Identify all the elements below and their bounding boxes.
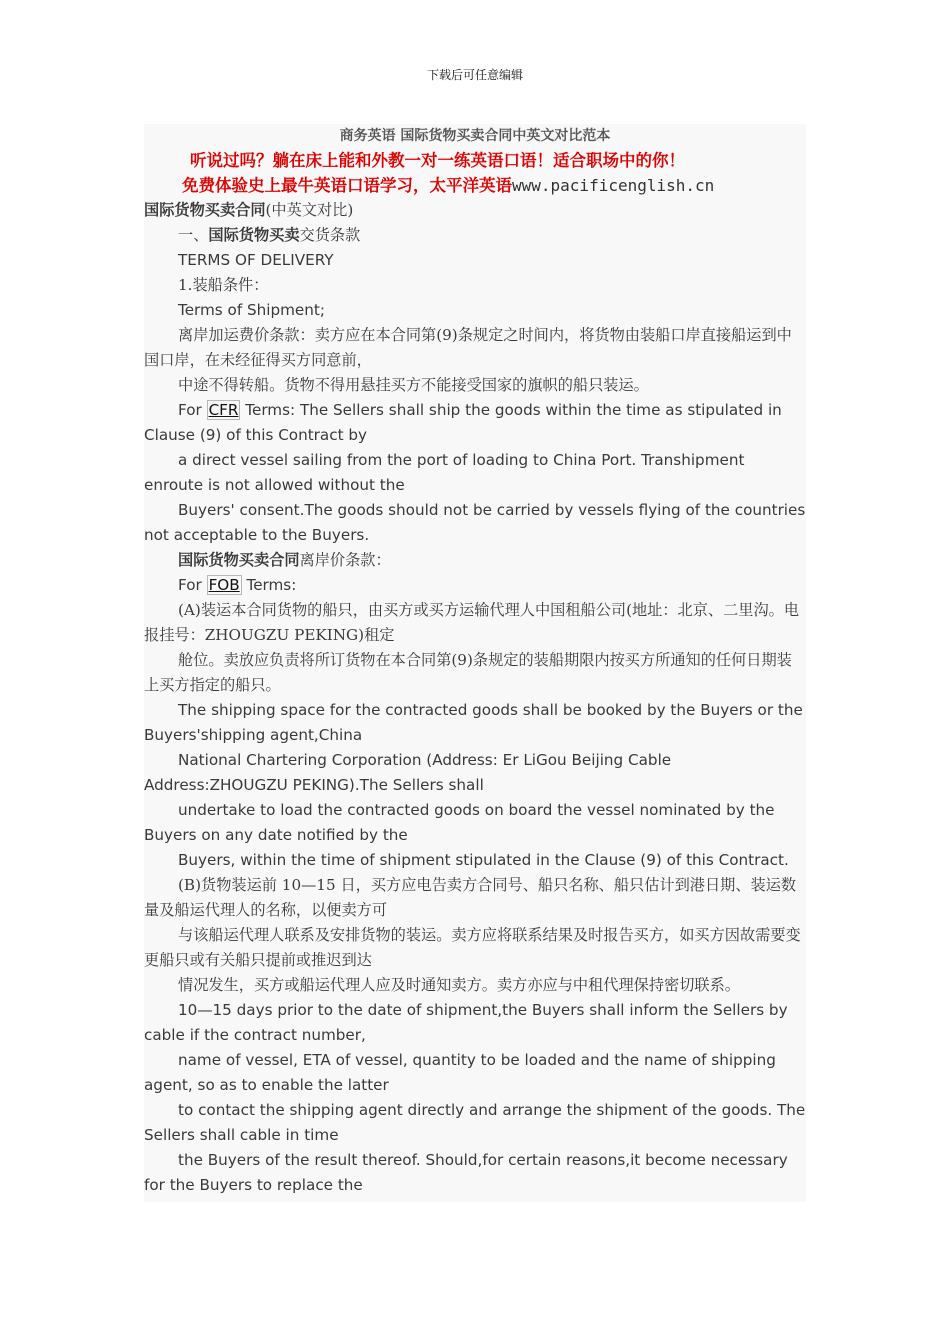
section-1-bold: 国际货物买卖 [208,226,300,244]
clause-b-english-4: the Buyers of the result thereof. Should,for certain reasons,it become necessary for the Buyers to replace the [144,1151,788,1194]
section-1-rest: 交货条款 [299,226,361,244]
item-1-chinese: 1.装船条件： [178,276,269,294]
contract-heading-rest: (中英文对比) [265,201,354,219]
cfr-english-1 [144,398,806,448]
clause-b-english-2: name of vessel, ETA of vessel, quantity to be loaded and the name of shipping agent, so as to enable the latter [144,1051,776,1094]
fob-heading-rest: 离岸价条款： [299,551,391,569]
fob-term-link[interactable]: FOB [208,576,240,594]
section-1-prefix: 一、 [178,226,209,244]
fob-heading [144,548,806,573]
ad-line-2-text: 免费体验史上最牛英语口语学习，太平洋英语 [182,176,512,195]
cfr-english-1-pre: For [178,401,207,419]
ad-line-2[interactable] [144,173,806,198]
document-body [144,124,806,1202]
clause-a-english-1: The shipping space for the contracted goods shall be booked by the Buyers or the Buyers'shipping agent,China [144,701,803,744]
cfr-english-2: a direct vessel sailing from the port of loading to China Port. Transhipment enroute is not allowed without the [144,451,745,494]
top-note: 下载后可任意编辑 [426,68,523,82]
cfr-chinese-1: 离岸加运费价条款：卖方应在本合同第(9)条规定之时间内，将货物由装船口岸直接船运到中国口岸，在未经征得买方同意前， [144,326,792,369]
ad-url-link[interactable]: www.pacificenglish.cn [512,176,715,195]
cfr-english-1-post: Terms: The Sellers shall ship the goods within the time as stipulated in Clause (9) of this Contract by [144,401,782,444]
clause-a-chinese-1: (A)装运本合同货物的船只，由买方或买方运输代理人中国租船公司(地址：北京、二里沟。电报挂号：ZHOUGZU PEKING)租定 [144,601,800,644]
clause-b-english-1: 10—15 days prior to the date of shipment,the Buyers shall inform the Sellers by cable if the contract number, [144,1001,788,1044]
clause-a-english-4: Buyers, within the time of shipment stipulated in the Clause (9) of this Contract. [178,851,789,869]
ad-line-1[interactable]: 听说过吗？躺在床上能和外教一对一练英语口语！适合职场中的你！ [190,151,685,170]
fob-english-post: Terms: [241,576,297,594]
clause-a-english-2: National Chartering Corporation (Address: Er LiGou Beijing Cable Address:ZHOUGZU PEKING).The Sellers shall [144,751,672,794]
fob-english [144,573,806,598]
cfr-english-3: Buyers' consent.The goods should not be carried by vessels flying of the countries not acceptable to the Buyers. [144,501,806,544]
section-1-heading [144,223,806,248]
cfr-chinese-2: 中途不得转船。货物不得用悬挂买方不能接受国家的旗帜的船只装运。 [178,376,649,394]
clause-b-chinese-1: (B)货物装运前 10—15 日，买方应电告卖方合同号、船只名称、船只估计到港日期、装运数量及船运代理人的名称，以便卖方可 [144,876,797,919]
clause-b-chinese-3: 情况发生，买方或船运代理人应及时通知卖方。卖方亦应与中租代理保持密切联系。 [178,976,740,994]
contract-heading-bold: 国际货物买卖合同 [144,201,266,219]
contract-heading [144,198,806,223]
section-1-english: TERMS OF DELIVERY [178,251,334,269]
clause-a-english-3: undertake to load the contracted goods on board the vessel nominated by the Buyers on any date notified by the [144,801,775,844]
clause-b-chinese-2: 与该船运代理人联系及安排货物的装运。卖方应将联系结果及时报告买方，如买方因故需要变更船只或有关船只提前或推迟到达 [144,926,801,969]
clause-a-chinese-2: 舱位。卖放应负责将所订货物在本合同第(9)条规定的装船期限内按买方所通知的任何日期装上买方指定的船只。 [144,651,792,694]
document-title: 商务英语 国际货物买卖合同中英文对比范本 [339,128,611,144]
clause-b-english-3: to contact the shipping agent directly and arrange the shipment of the goods. The Sellers shall cable in time [144,1101,806,1144]
cfr-term-link[interactable]: CFR [208,401,239,419]
fob-english-pre: For [178,576,207,594]
fob-heading-bold: 国际货物买卖合同 [178,551,300,569]
item-1-english: Terms of Shipment; [178,301,325,319]
